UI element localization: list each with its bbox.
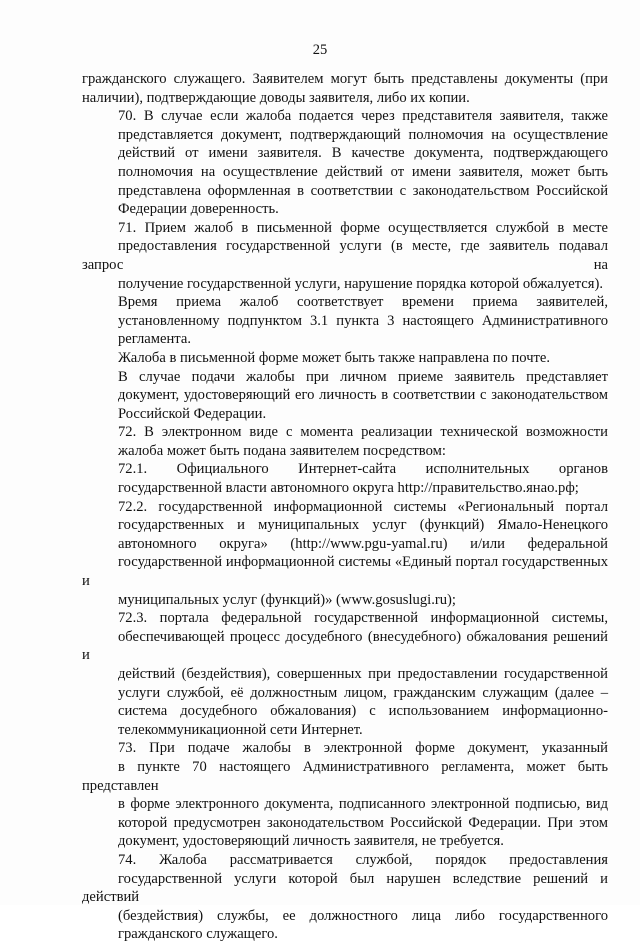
text-line: действий (бездействия), совершенных при предоставлении государственной (118, 666, 608, 682)
text-line: гражданского служащего. (118, 926, 278, 943)
text-line: В случае подачи жалобы при личном приеме заявитель представляет (118, 368, 608, 385)
text-line: предоставления государственной услуги (в месте, где заявитель подавал запрос на (82, 238, 608, 273)
text-line: 74. Жалоба рассматривается службой, порядок предоставления (118, 851, 608, 868)
text-line: Федерации доверенность. (118, 201, 279, 218)
text-line: представляется документ, подтверждающий полномочия на осуществление (118, 126, 608, 143)
text-line: 72.2. государственной информационной системы «Региональный портал (118, 498, 608, 515)
text-line: действий от имени заявителя. В качестве документа, подтверждающего (118, 145, 608, 162)
text-line: 71. Прием жалоб в письменной форме осуществляется службой в месте (118, 219, 608, 236)
text-line: автономного округа» (http://www.pgu-yamal.ru) и/или федеральной (118, 535, 608, 552)
paragraph-73 (82, 739, 608, 851)
text-line: государственной информационной системы «Единый портал государственных и (82, 554, 608, 590)
text-line: в пункте 70 настоящего Административного регламента, может быть представлен (82, 758, 608, 794)
paragraph-72-3 (82, 609, 608, 739)
text-line: документ, удостоверяющий личность заявителя, не требуется. (118, 833, 504, 850)
text-line: Российской Федерации. (118, 405, 267, 422)
text-line: (бездействия) службы, ее должностного лица либо государственного (118, 907, 608, 924)
text-line: государственной власти автономного округа http://правительство.янао.рф; (118, 480, 579, 497)
paragraph-71-personal (82, 368, 608, 424)
page-number: 25 (312, 42, 328, 58)
paragraph-72-1 (82, 460, 608, 497)
text-line: наличии), подтверждающие доводы заявителя, либо их копии. (82, 89, 470, 106)
text-line: 72. В электронном виде с момента реализации технической возможности (118, 424, 608, 441)
paragraph-71-post (82, 349, 608, 368)
paragraph-continuation (82, 70, 608, 107)
text-line: Жалоба в письменной форме может быть также направлена по почте. (118, 349, 551, 366)
text-line: гражданского служащего. Заявителем могут быть представлены документы (при (82, 71, 608, 87)
paragraph-70 (82, 107, 608, 219)
text-line: система досудебного обжалования) с использованием информационно- (118, 703, 608, 720)
text-line: в форме электронного документа, подписанного электронной подписью, вид (118, 796, 608, 813)
text-line: обеспечивающей процесс досудебного (внесудебного) обжалования решений и (82, 628, 608, 664)
text-line: 72.3. портала федеральной государственной информационной системы, (118, 610, 608, 627)
text-line: муниципальных услуг (функций)» (www.gosuslugi.ru); (118, 591, 456, 608)
text-line: услуги службой, её должностным лицом, гражданским служащим (далее – (118, 684, 608, 701)
text-line: государственной услуги которой был нарушен вследствие решений и действий (82, 870, 608, 906)
text-line: регламента. (118, 331, 191, 348)
text-line: жалоба может быть подана заявителем посредством: (118, 442, 446, 459)
text-line: установленному подпунктом 3.1 пункта 3 настоящего Административного (118, 312, 608, 329)
text-line: которой предусмотрен законодательством Российской Федерации. При этом (118, 814, 608, 831)
text-line: 72.1. Официального Интернет-сайта исполнительных органов (118, 461, 608, 478)
text-line: государственных и муниципальных услуг (функций) Ямало-Ненецкого (118, 517, 608, 534)
text-line: Время приема жалоб соответствует времени приема заявителей, (118, 294, 608, 311)
text-line: 70. В случае если жалоба подается через представителя заявителя, также (118, 108, 608, 125)
paragraph-72-2 (82, 498, 608, 610)
text-line: представлена оформленная в соответствии с законодательством Российской (118, 182, 608, 199)
document-body (82, 70, 608, 944)
paragraph-71 (82, 219, 608, 293)
text-line: документ, удостоверяющий его личность в соответствии с законодательством (118, 387, 608, 404)
paragraph-74 (82, 851, 608, 944)
paragraph-72 (82, 423, 608, 460)
paragraph-71-time (82, 293, 608, 349)
text-line: полномочия на осуществление действий от имени заявителя, может быть (118, 163, 608, 180)
text-line: 73. При подаче жалобы в электронной форме документ, указанный (118, 740, 608, 757)
text-line: телекоммуникационной сети Интернет. (118, 721, 363, 738)
text-line: получение государственной услуги, нарушение порядка которой обжалуется). (118, 275, 603, 292)
